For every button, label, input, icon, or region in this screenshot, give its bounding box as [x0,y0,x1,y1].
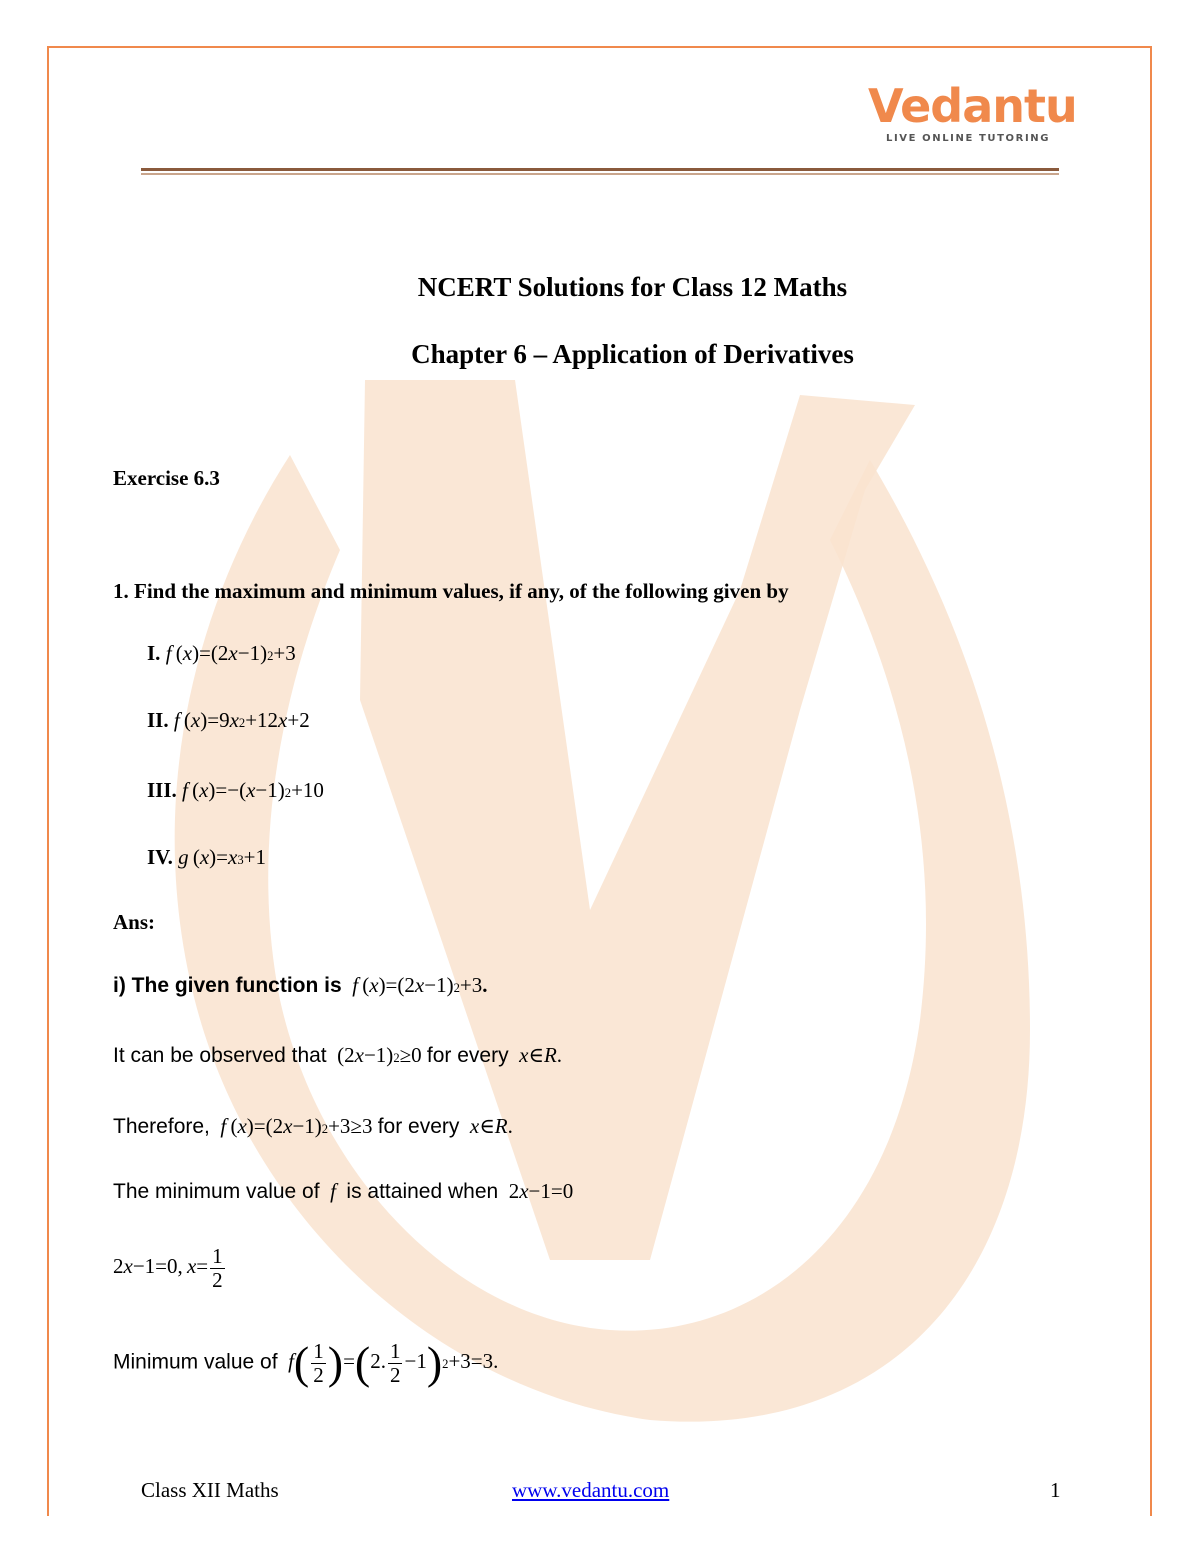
question-text: 1. Find the maximum and minimum values, if any, of the following given by [113,579,789,603]
solve-equation: 2x−1=0, x= $\frac{1}{2}$ [113,1244,223,1293]
exercise-heading: Exercise 6.3 [113,466,220,490]
minimum-value-equation: f( $\frac{1}{2}$ )=(2. $\frac{1}{2}$ −1)$^2$+3=3. [288,1337,499,1389]
part-iii [147,775,324,805]
page-number: 1 [1050,1478,1061,1502]
therefore-text: Therefore, [113,1115,210,1138]
header-rule-thin [141,173,1059,175]
part-iv-label: IV. [147,845,173,869]
part-i [147,638,296,668]
observation-text: It can be observed that [113,1044,327,1067]
part-i-intro-text: i) The given function is [113,974,342,997]
part-i-label: I. [147,641,161,665]
footer-website-link[interactable]: www.vedantu.com [512,1478,670,1502]
logo-wordmark: Vedantu [868,79,1077,133]
x-in-r-1: x∈R. [519,1043,563,1067]
is-attained-when-text: is attained when [346,1180,499,1203]
for-every-text-2: for every [377,1115,460,1138]
part-i-intro-equation: f $(x)=(2x-1)^2+3$. [352,973,488,997]
therefore-equation: f $(x)=(2x-1)^2+3\ge 3$ [220,1114,373,1138]
part-i-intro [113,970,487,1001]
solve-line [113,1245,227,1292]
part-iii-equation: f $(x)=-(x-1)^2+10$ [182,778,324,802]
therefore-line [113,1111,513,1142]
part-iv-equation: g $(x)=x^3+1$ [178,845,266,869]
part-ii-label: II. [147,708,169,732]
minimum-attained-text: The minimum value of [113,1180,320,1203]
part-ii [147,705,310,735]
half-fraction: $\frac{1}{2}$ [212,1244,223,1293]
attained-equation: 2x−1=0 [503,1179,574,1203]
f-symbol: f [330,1179,336,1203]
footer-class: Class XII Maths [141,1478,279,1502]
header-rule [141,168,1059,171]
v-watermark-icon [130,380,1080,1440]
observation-line [113,1040,562,1071]
part-iii-label: III. [147,778,177,802]
vedantu-logo [868,79,1077,150]
footer-link-wrapper [512,1478,669,1503]
part-i-equation: f $(x)=(2x-1)^2+3$ [165,641,296,665]
ans-label: Ans: [113,910,156,934]
minimum-attained-line [113,1176,573,1207]
part-iv [147,842,266,872]
part-ii-equation: f $(x)=9x^2+12x+2$ [173,708,310,732]
logo-tagline: LIVE ONLINE TUTORING [886,133,1051,144]
chapter-title: Chapter 6 – Application of Derivatives [411,339,854,369]
x-in-r-2: x∈R. [469,1114,513,1138]
minimum-value-text: Minimum value of [113,1350,278,1374]
for-every-text-1: for every [426,1044,509,1067]
minimum-value-line [113,1337,499,1389]
page-title: NCERT Solutions for Class 12 Maths [417,272,848,302]
observation-equation: $(2x-1)^2\ge 0$ [331,1043,422,1067]
